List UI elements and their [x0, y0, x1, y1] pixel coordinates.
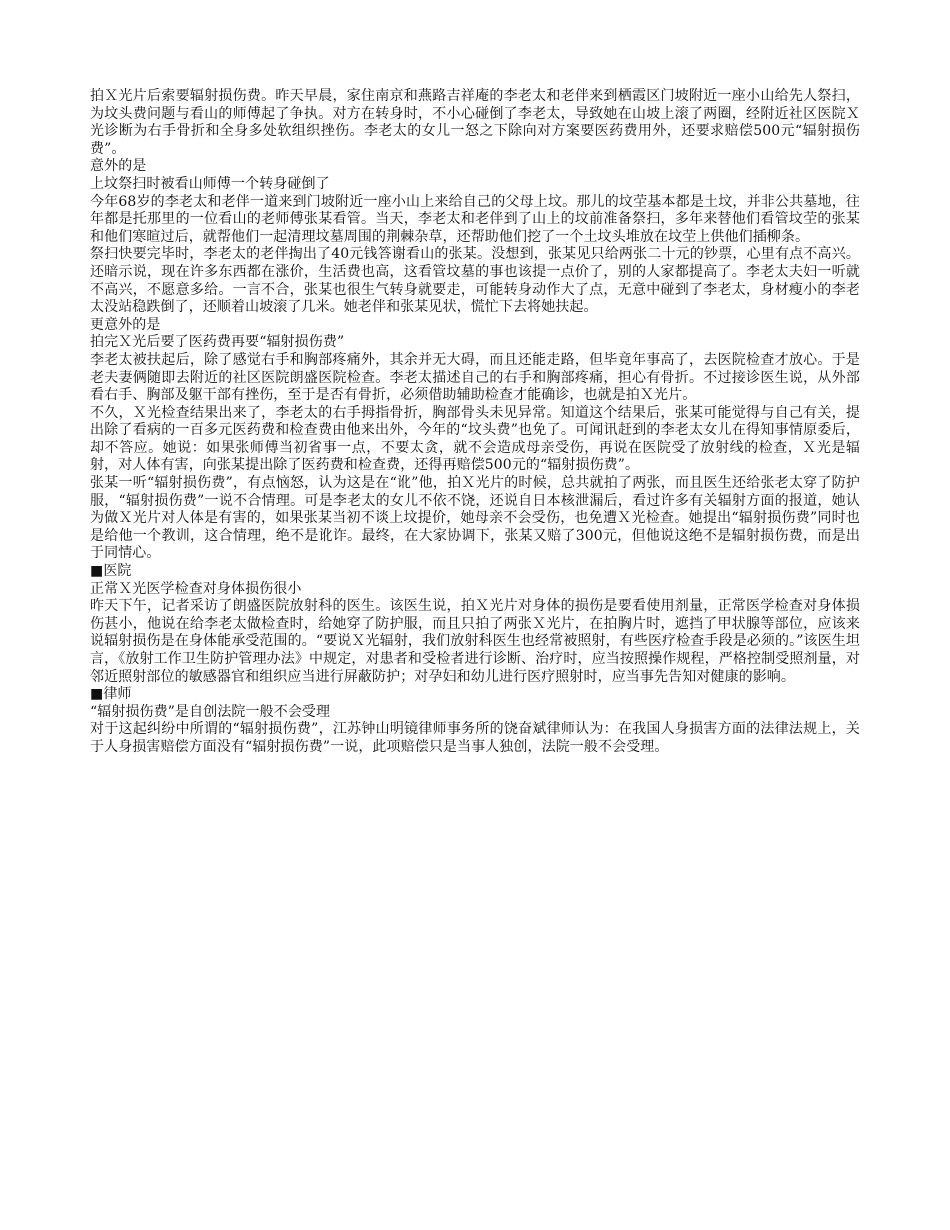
section-heading-hospital: ■医院 — [90, 563, 132, 580]
article-paragraph: 拍Ｘ光片后索要辐射损伤费。昨天早晨，家住南京和燕路吉祥庵的李老太和老伴来到栖霞区门坡附近一座小山给先人祭扫，为坟头费问题与看山的师傅起了争执。对方在转身时，不小心碰倒了李老太，导致她在山坡上滚了两圈，经附近社区医院Ｘ光诊断为右手骨折和全身多处软组织挫伤。李老太的女儿一怒之下除向对方案要医药费用外，还要求赔偿500元“辐射损伤费”。 — [90, 88, 860, 157]
section-subheading: “辐射损伤费”是自创法院一般不会受理 — [90, 703, 331, 720]
section-subheading: 正常Ｘ光医学检查对身体损伤很小 — [90, 580, 302, 597]
article-paragraph: 不久，Ｘ光检查结果出来了，李老太的右手拇指骨折，胸部骨头未见异常。知道这个结果后，张某可能觉得与自己有关，提出除了看病的一百多元医药费和检查费由他来出外，今年的“坟头费”也免了。可闻讯赶到的李老太女儿在得知事情原委后，却不答应。她说：如果张师傅当初省事一点，不要太贪，就不会造成母亲受伤，再说在医院受了放射线的检查，Ｘ光是辐射，对人体有害，向张某提出除了医药费和检查费，还得再赔偿500元的“辐射损伤费”。 — [90, 404, 860, 474]
article-paragraph: 李老太被扶起后，除了感觉右手和胸部疼痛外，其余并无大碍，而且还能走路，但毕竟年事高了，去医院检查才放心。于是老夫妻俩随即去附近的社区医院朗盛医院检查。李老太描述自己的右手和胸部疼痛，担心有骨折。不过接诊医生说，从外部看右手、胸部及躯干部有挫伤，至于是否有骨折，必须借助辅助检查才能确诊，也就是拍Ｘ光片。 — [90, 351, 860, 404]
article-paragraph: 祭扫快要完毕时，李老太的老伴掏出了40元钱答谢看山的张某。没想到，张某见只给两张二十元的钞票，心里有点不高兴。还暗示说，现在许多东西都在涨价，生活费也高，这看管坟墓的事也该提一点价了，别的人家都提高了。李老太夫妇一听就不高兴，不愿意多给。一言不合，张某也很生气转身就要走，可能转身动作大了点，无意中碰到了李老太，身材瘦小的李老太没站稳跌倒了，还顺着山坡滚了几米。她老伴和张某见状，慌忙下去将她扶起。 — [90, 246, 860, 316]
section-heading: 意外的是 — [90, 158, 147, 175]
article-paragraph: 对于这起纠纷中所谓的“辐射损伤费”，江苏钟山明镜律师事务所的饶奋斌律师认为：在我国人身损害方面的法律法规上，关于人身损害赔偿方面没有“辐射损伤费”一说，此项赔偿只是当事人独创，法院一般不会受理。 — [90, 721, 860, 755]
article-paragraph: 张某一听“辐射损伤费”，有点恼怒，认为这是在“讹”他，拍Ｘ光片的时候，总共就拍了两张，而且医生还给张老太穿了防护服，“辐射损伤费”一说不合情理。可是李老太的女儿不依不饶，还说自日本核泄漏后，看过许多有关辐射方面的报道，她认为做Ｘ光片对人体是有害的，如果张某当初不谈上坟提价，她母亲不会受伤，也免遭Ｘ光检查。她提出“辐射损伤费”同时也是给他一个教训，这合情理，绝不是讹诈。最终，在大家协调下，张某又赔了300元，但他说这绝不是辐射损伤费，而是出于同情心。 — [90, 475, 860, 562]
article-paragraph: 今年68岁的李老太和老伴一道来到门坡附近一座小山上来给自己的父母上坟。那儿的坟茔基本都是土坟，并非公共墓地，往年都是托那里的一位看山的老师傅张某看管。当天，李老太和老伴到了山上的坟前准备祭扫，多年来替他们看管坟茔的张某和他们寒暄过后，就帮他们一起清理坟墓周围的荆棘杂草，还帮助他们挖了一个土坟头堆放在坟茔上供他们插柳条。 — [90, 193, 860, 245]
section-heading: 更意外的是 — [90, 316, 161, 333]
section-heading-lawyer: ■律师 — [90, 686, 132, 703]
section-subheading: 拍完Ｘ光后要了医药费再要“辐射损伤费” — [90, 334, 345, 351]
section-subheading: 上坟祭扫时被看山师傅一个转身碰倒了 — [90, 175, 330, 192]
article-paragraph: 昨天下午，记者采访了朗盛医院放射科的医生。该医生说，拍Ｘ光片对身体的损伤是要看使用剂量，正常医学检查对身体损伤甚小，他说在给李老太做检查时，给她穿了防护服，而且只拍了两张Ｘ光片，在拍胸片时，遮挡了甲状腺等部位，应该来说辐射损伤是在身体能承受范围的。“要说Ｘ光辐射，我们放射科医生也经常被照射，有些医疗检查手段是必须的。”该医生坦言，《放射工作卫生防护管理办法》中规定，对患者和受检者进行诊断、治疗时，应当按照操作规程，严格控制受照剂量，对邻近照射部位的敏感器官和组织应当进行屏蔽防护；对孕妇和幼儿进行医疗照射时，应当事先告知对健康的影响。 — [90, 598, 860, 685]
article-body — [90, 88, 860, 757]
